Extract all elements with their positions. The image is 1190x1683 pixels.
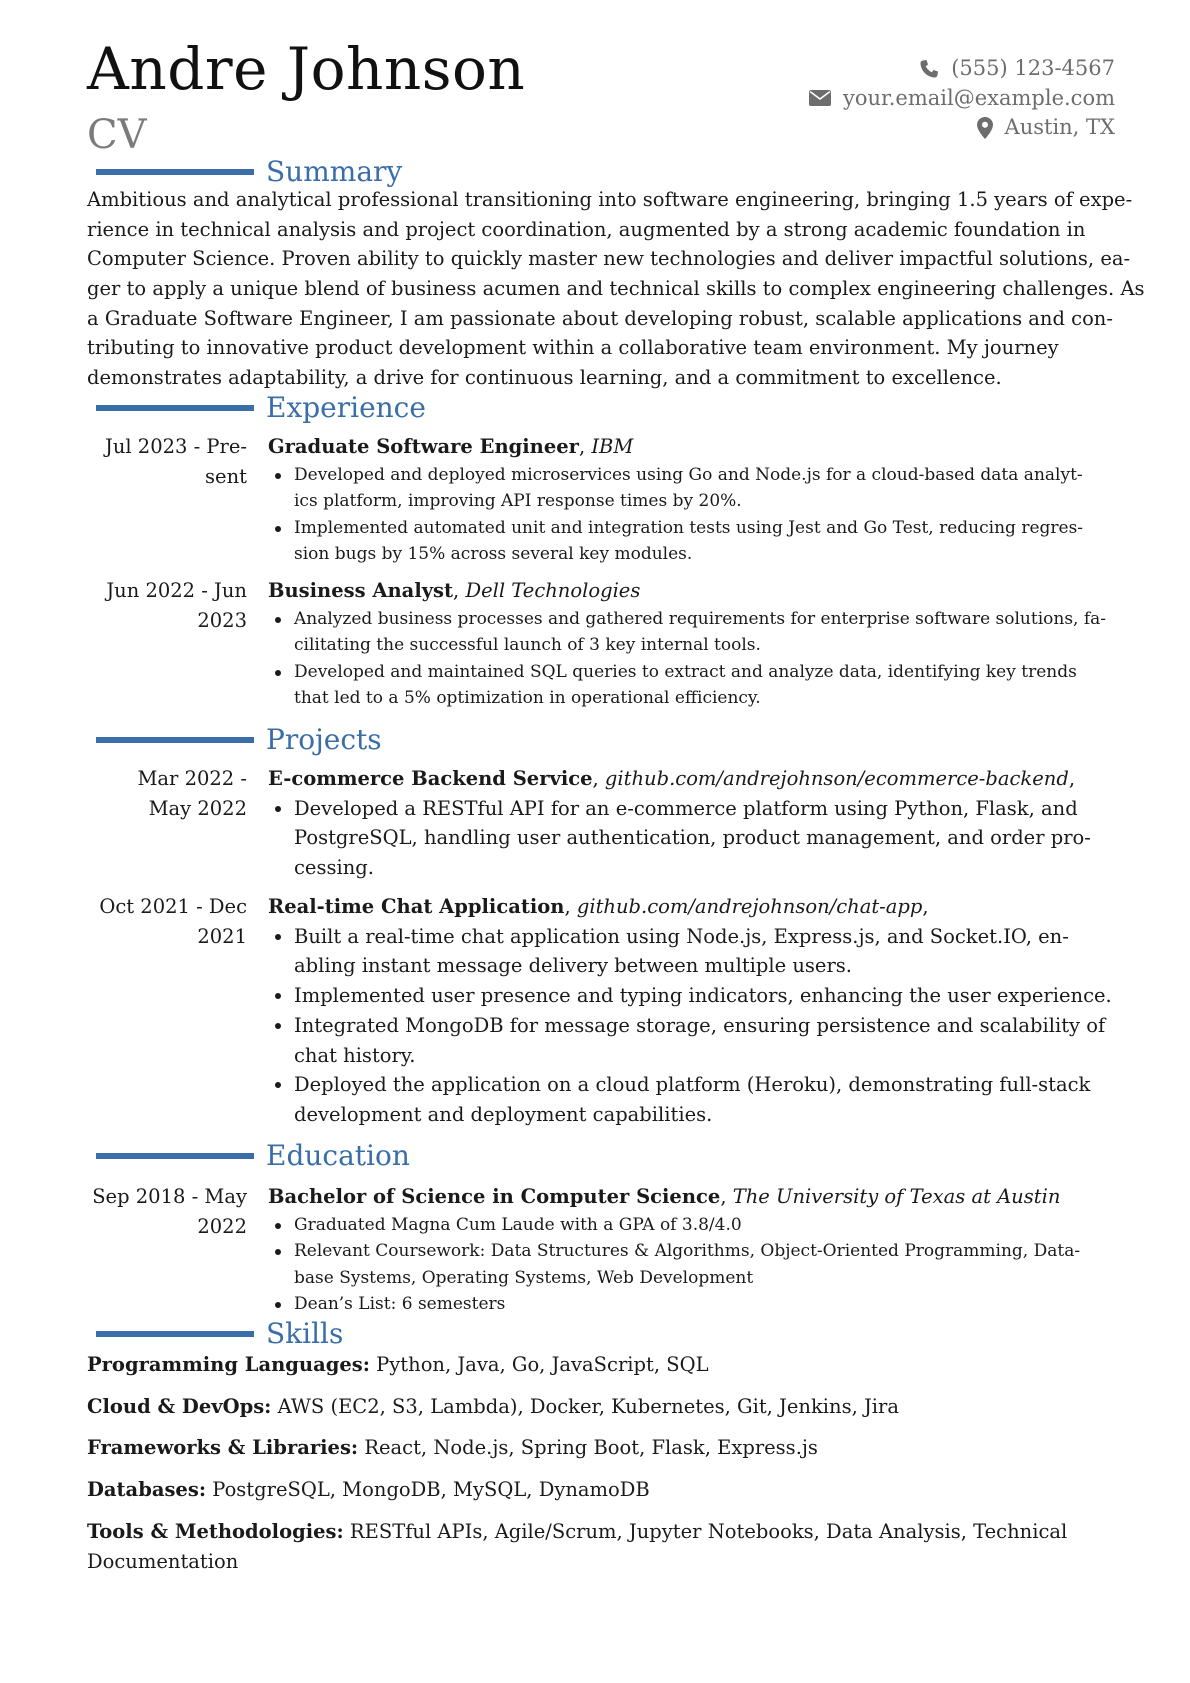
entry-title: Bachelor of Science in Computer Science, The University of Texas at Austin — [268, 1185, 1061, 1208]
summary-line: rience in technical analysis and project coordination, augmented by a strong academic foundation in — [87, 217, 1086, 241]
skill-row — [87, 1350, 1116, 1380]
bullet-list — [268, 922, 1116, 1130]
project-title: E-commerce Backend Service — [268, 767, 593, 790]
list-item: Analyzed business processes and gathered requirements for enterprise software solutions, fa- cilitating the successful launch of 3 key internal tools. — [268, 606, 1116, 659]
skill-row — [87, 1433, 1116, 1463]
list-item: Deployed the application on a cloud platform (Heroku), demonstrating full-stack development and deployment capabilities. — [268, 1070, 1116, 1129]
role: Business Analyst — [268, 579, 454, 602]
email-text: your.email@example.com — [842, 85, 1115, 110]
date-line: Oct 2021 - Dec — [99, 895, 247, 918]
project-link[interactable]: github.com/andrejohnson/ecommerce-backend — [604, 767, 1069, 790]
skill-value: PostgreSQL, MongoDB, MySQL, DynamoDB — [212, 1478, 650, 1502]
contact-location — [809, 113, 1115, 143]
skill-label: Programming Languages: — [87, 1353, 370, 1376]
list-item: Built a real-time chat application using Node.js, Express.js, and Socket.IO, en- abling instant message delivery between multiple users. — [268, 922, 1116, 981]
list-item: Developed a RESTful API for an e-commerce platform using Python, Flask, and PostgreSQL, handling user authentication, product management, and order pro- cessing. — [268, 794, 1116, 883]
date-line: 2022 — [197, 1214, 247, 1238]
section-summary — [96, 155, 403, 188]
bullet-list — [268, 1212, 1116, 1318]
list-item: Developed and maintained SQL queries to extract and analyze data, identifying key trends that led to a 5% optimization in operational efficiency. — [268, 659, 1116, 712]
skill-label: Cloud & DevOps: — [87, 1394, 272, 1418]
resume-name: Andre Johnson — [87, 35, 526, 103]
date-line: Sep 2018 - May — [92, 1185, 247, 1208]
skills-list — [87, 1350, 1116, 1588]
entry-date — [87, 764, 247, 823]
phone-text: (555) 123-4567 — [951, 56, 1115, 80]
section-rule — [96, 405, 254, 411]
entry-date — [87, 1182, 247, 1241]
section-experience — [96, 391, 426, 424]
contact-email — [809, 84, 1115, 114]
bullet-list — [268, 794, 1116, 883]
entry-date — [87, 576, 247, 635]
section-rule — [96, 169, 254, 175]
section-title: Skills — [266, 1317, 344, 1350]
skill-label: Frameworks & Libraries: — [87, 1436, 359, 1460]
list-item: Graduated Magna Cum Laude with a GPA of 3.8/4.0 — [268, 1212, 1116, 1239]
section-skills — [96, 1317, 344, 1350]
section-education — [96, 1139, 410, 1172]
skill-value: AWS (EC2, S3, Lambda), Docker, Kubernetes, Git, Jenkins, Jira — [277, 1394, 899, 1418]
summary-line: a Graduate Software Engineer, I am passionate about developing robust, scalable applications and con- — [87, 306, 1113, 330]
list-item: Implemented automated unit and integration tests using Jest and Go Test, reducing regres- sion bugs by 15% across several key modules. — [268, 515, 1116, 568]
summary-line: ger to apply a unique blend of business acumen and technical skills to complex engineering challenges. As — [87, 277, 1145, 301]
entry-date — [87, 892, 247, 951]
section-rule — [96, 1153, 254, 1159]
entry-body — [268, 764, 1116, 883]
organization: Dell Technologies — [465, 579, 641, 602]
skill-label: Tools & Methodologies: — [87, 1519, 344, 1543]
entry-title: Business Analyst, Dell Technologies — [268, 579, 641, 602]
section-title: Education — [266, 1139, 410, 1172]
list-item: Dean’s List: 6 semesters — [268, 1291, 1116, 1318]
section-rule — [96, 737, 254, 743]
entry-body — [268, 1182, 1116, 1318]
date-line: 2021 — [197, 924, 247, 948]
project-title: Real-time Chat Application — [268, 895, 565, 918]
entry-title: Graduate Software Engineer, IBM — [268, 435, 634, 458]
project-link[interactable]: github.com/andrejohnson/chat-app — [576, 895, 923, 918]
bullet-list — [268, 462, 1116, 568]
school: The University of Texas at Austin — [732, 1185, 1061, 1208]
skill-row — [87, 1517, 1116, 1576]
envelope-icon — [809, 90, 831, 106]
entry-date — [87, 432, 247, 491]
phone-icon — [919, 59, 939, 79]
skill-value: Python, Java, Go, JavaScript, SQL — [376, 1353, 709, 1376]
list-item: Relevant Coursework: Data Structures & Algorithms, Object-Oriented Programming, Data- base Systems, Operating Systems, Web Development — [268, 1238, 1116, 1291]
date-line: Mar 2022 - — [137, 767, 247, 790]
summary-line: tributing to innovative product development within a collaborative team environment. My journey — [87, 336, 1059, 360]
entry-title: Real-time Chat Application, github.com/andrejohnson/chat-app, — [268, 895, 929, 918]
skill-label: Databases: — [87, 1478, 207, 1502]
date-line: Jul 2023 - Pre- — [105, 435, 247, 458]
section-rule — [96, 1331, 254, 1337]
summary-line: demonstrates adaptability, a drive for continuous learning, and a commitment to excellence. — [87, 366, 1002, 390]
location-text: Austin, TX — [1004, 115, 1115, 139]
skill-value: React, Node.js, Spring Boot, Flask, Express.js — [364, 1436, 818, 1460]
skill-row — [87, 1475, 1116, 1505]
skill-row — [87, 1392, 1116, 1422]
summary-text — [87, 185, 1145, 393]
summary-line: Ambitious and analytical professional transitioning into software engineering, bringing 1.5 years of expe- — [87, 188, 1133, 211]
contact-block — [809, 54, 1115, 143]
list-item: Integrated MongoDB for message storage, ensuring persistence and scalability of chat history. — [268, 1011, 1116, 1070]
skill-value: RESTful APIs, Agile/Scrum, Jupyter Notebooks, Data Analysis, Technical Documentation — [87, 1519, 1068, 1573]
date-line: Jun 2022 - Jun — [106, 579, 247, 602]
entry-body — [268, 576, 1116, 712]
summary-line: Computer Science. Proven ability to quickly master new technologies and deliver impactful solutions, ea- — [87, 247, 1131, 271]
list-item: Implemented user presence and typing indicators, enhancing the user experience. — [268, 981, 1116, 1011]
map-pin-icon — [977, 117, 993, 139]
entry-body — [268, 892, 1116, 1130]
section-title: Summary — [266, 155, 403, 188]
entry-title: E-commerce Backend Service, github.com/andrejohnson/ecommerce-backend, — [268, 767, 1076, 790]
entry-body — [268, 432, 1116, 568]
bullet-list — [268, 606, 1116, 712]
role: Graduate Software Engineer — [268, 435, 579, 458]
resume-subtitle: CV — [87, 112, 147, 158]
section-title: Projects — [266, 723, 382, 756]
section-title: Experience — [266, 391, 426, 424]
date-line: 2023 — [197, 608, 247, 632]
date-line: May 2022 — [148, 796, 247, 820]
section-projects — [96, 723, 382, 756]
organization: IBM — [591, 435, 634, 458]
list-item: Developed and deployed microservices using Go and Node.js for a cloud-based data analyt- ics platform, improving API response times by 20%. — [268, 462, 1116, 515]
contact-phone — [809, 54, 1115, 84]
date-line: sent — [205, 464, 247, 488]
degree: Bachelor of Science in Computer Science — [268, 1185, 721, 1208]
